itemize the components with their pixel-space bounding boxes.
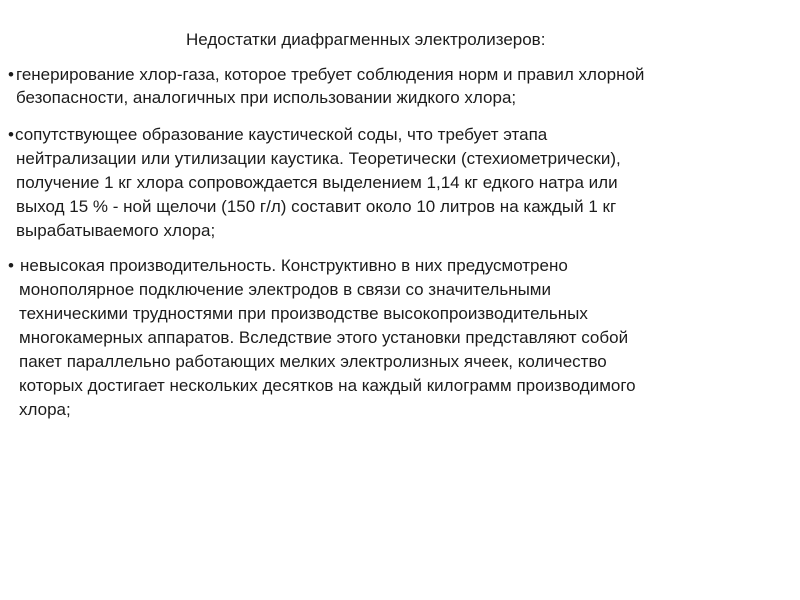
bullet-text-line: пакет параллельно работающих мелких электролизных ячеек, количество [19, 352, 607, 371]
bullet-text-line: многокамерных аппаратов. Вследствие этого установки представляют собой [19, 328, 629, 347]
slide-heading: Недостатки диафрагменных электролизеров: [186, 30, 546, 49]
bullet-text-line: сопутствующее образование каустической соды, что требует этапа [15, 125, 548, 144]
bullet-text-line: вырабатываемого хлора; [16, 221, 216, 240]
bullet-text-line: получение 1 кг хлора сопровождается выделением 1,14 кг едкого натра или [16, 173, 618, 192]
bullet-text-line: невысокая производительность. Конструктивно в них предусмотрено [20, 256, 568, 275]
bullet-marker: • [8, 125, 14, 144]
bullet-text-line: техническими трудностями при производстве высокопроизводительных [19, 304, 588, 323]
bullet-text-line: хлора; [19, 400, 71, 419]
bullet-text-line: генерирование хлор-газа, которое требует соблюдения норм и правил хлорной [16, 65, 645, 84]
bullet-text-line: нейтрализации или утилизации каустика. Теоретически (стехиометрически), [16, 149, 621, 168]
bullet-text-line: безопасности, аналогичных при использовании жидкого хлора; [16, 88, 517, 107]
bullet-marker: • [8, 256, 14, 275]
bullet-text-line: монополярное подключение электродов в связи со значительными [19, 280, 551, 299]
bullet-marker: • [8, 65, 14, 84]
bullet-text-line: выход 15 % - ной щелочи (150 г/л) составит около 10 литров на каждый 1 кг [16, 197, 617, 216]
bullet-text-line: которых достигает нескольких десятков на каждый килограмм производимого [19, 376, 636, 395]
